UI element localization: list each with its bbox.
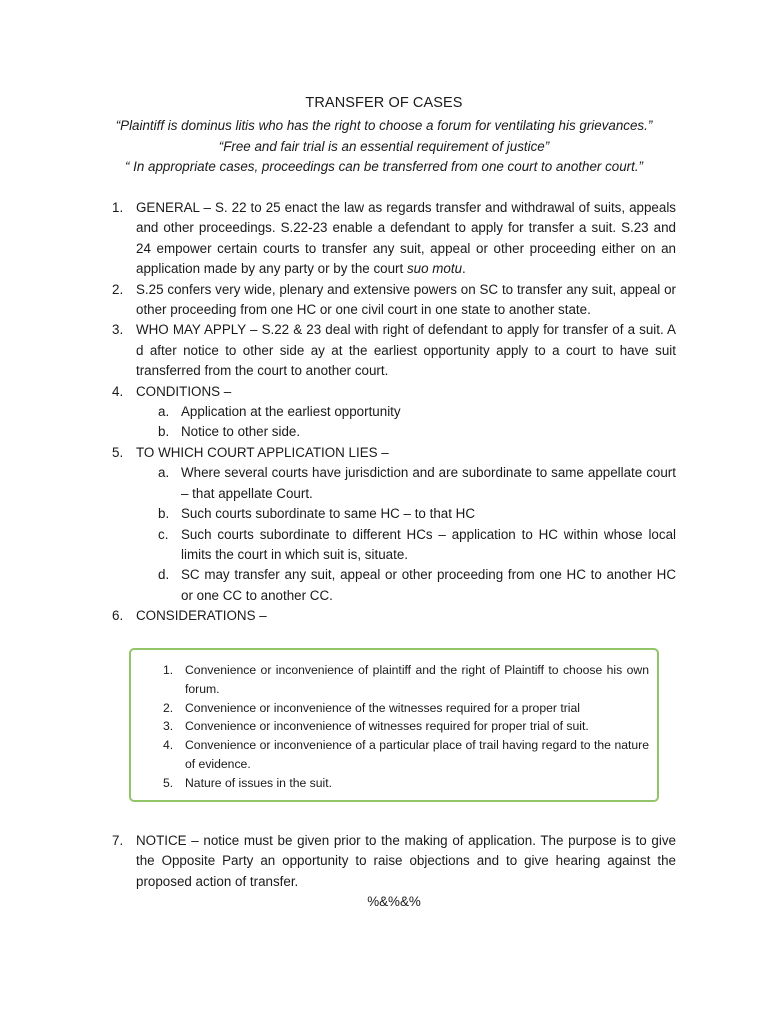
list-item-text: NOTICE – notice must be given prior to the making of application. The purpose is to give the Opposite Party an opportunity to raise objections and to give hearing against the proposed action of transfer.	[136, 833, 676, 889]
list-item-court-application	[110, 443, 676, 463]
considerations-list	[159, 661, 649, 793]
consideration-text: Convenience or inconvenience of the witnesses required for a proper trial	[185, 700, 580, 715]
list-item-emphasis: suo motu	[406, 261, 463, 277]
sub-list-item	[110, 525, 676, 566]
sub-list-item	[110, 565, 676, 606]
main-numbered-list	[110, 198, 676, 627]
continued-numbered-list	[110, 831, 676, 892]
sub-item-letter: a.	[158, 404, 170, 420]
sub-item-text: Such courts subordinate to same HC – to that HC	[181, 506, 475, 522]
consideration-number: 2.	[163, 700, 174, 715]
sub-item-text: Such courts subordinate to different HCs – application to HC within whose local limits the court in which suit is, situate.	[181, 526, 676, 562]
consideration-item	[159, 661, 649, 699]
list-item-text: WHO MAY APPLY – S.22 & 23 deal with right of defendant to apply for transfer of a suit. A d after notice to other side ay at the earliest opportunity apply to a court to have suit transferred from the court to another court.	[136, 322, 676, 379]
sub-item-text: Application at the earliest opportunity	[181, 404, 401, 420]
list-item-number: 3.	[112, 322, 124, 338]
sub-item-text: Notice to other side.	[181, 424, 301, 440]
consideration-text: Convenience or inconvenience of plaintiff and the right of Plaintiff to choose his own forum.	[185, 663, 649, 696]
list-item-text: GENERAL – S. 22 to 25 enact the law as regards transfer and withdrawal of suits, appeals and other proceedings. S.22-23 enable a defendant to apply for transfer a suit. S.23 and 24 empower certain courts to transfer any suit, appeal or other proceeding either on an application made by any party or by the court	[136, 200, 676, 277]
consideration-item	[159, 699, 649, 718]
list-item-text: S.25 confers very wide, plenary and extensive powers on SC to transfer any suit, appeal or other proceeding from one HC or one civil court in one state to another state.	[136, 281, 676, 318]
consideration-item	[159, 774, 649, 793]
list-item-text: CONDITIONS –	[136, 383, 232, 399]
list-item-number: 2.	[112, 281, 124, 297]
list-item-number: 4.	[112, 383, 124, 399]
consideration-item	[159, 736, 649, 774]
consideration-text: Nature of issues in the suit.	[185, 775, 332, 790]
sub-list-item	[110, 402, 676, 422]
consideration-number: 1.	[163, 663, 174, 677]
list-item-notice	[110, 831, 676, 892]
list-item-text: CONSIDERATIONS –	[136, 608, 267, 624]
epigraph-quote-3: “ In appropriate cases, proceedings can be transferred from one court to another court.”	[124, 159, 644, 174]
end-mark: %&%&%	[367, 894, 421, 909]
sub-item-letter: a.	[158, 465, 170, 481]
document-title: TRANSFER OF CASES	[305, 95, 463, 111]
sub-item-text: Where several courts have jurisdiction and are subordinate to same appellate court – that appellate Court.	[181, 465, 676, 501]
list-item-s25	[110, 280, 676, 321]
list-item-number: 1.	[112, 200, 124, 215]
consideration-text: Convenience or inconvenience of witnesses required for proper trial of suit.	[185, 719, 589, 734]
consideration-text: Convenience or inconvenience of a particular place of trail having regard to the nature of evidence.	[185, 738, 649, 771]
list-item-number: 6.	[112, 608, 124, 624]
sub-item-letter: d.	[158, 567, 170, 583]
list-item-text: TO WHICH COURT APPLICATION LIES –	[136, 444, 389, 460]
sub-list-item	[110, 463, 676, 504]
epigraph-quote-1: “Plaintiff is dominus litis who has the right to choose a forum for ventilating his grievances.”	[115, 118, 653, 133]
sub-item-letter: b.	[158, 424, 170, 440]
consideration-number: 4.	[163, 738, 174, 753]
sub-item-text: SC may transfer any suit, appeal or other proceeding from one HC to another HC or one CC to another CC.	[181, 567, 676, 603]
list-item-considerations	[110, 606, 676, 626]
consideration-number: 3.	[163, 719, 174, 734]
consideration-item	[159, 717, 649, 736]
list-item-conditions	[110, 382, 676, 402]
considerations-box	[129, 648, 659, 802]
list-item-text-end: .	[462, 261, 466, 277]
sub-item-letter: b.	[158, 506, 170, 522]
epigraph-quote-2: “Free and fair trial is an essential requirement of justice”	[218, 139, 550, 154]
sub-list-item	[110, 504, 676, 524]
sub-list-item	[110, 422, 676, 442]
list-item-general	[110, 198, 676, 280]
list-item-number: 7.	[112, 833, 124, 848]
list-item-who-may-apply	[110, 320, 676, 381]
consideration-number: 5.	[163, 775, 174, 790]
list-item-number: 5.	[112, 444, 124, 460]
sub-item-letter: c.	[158, 526, 169, 542]
